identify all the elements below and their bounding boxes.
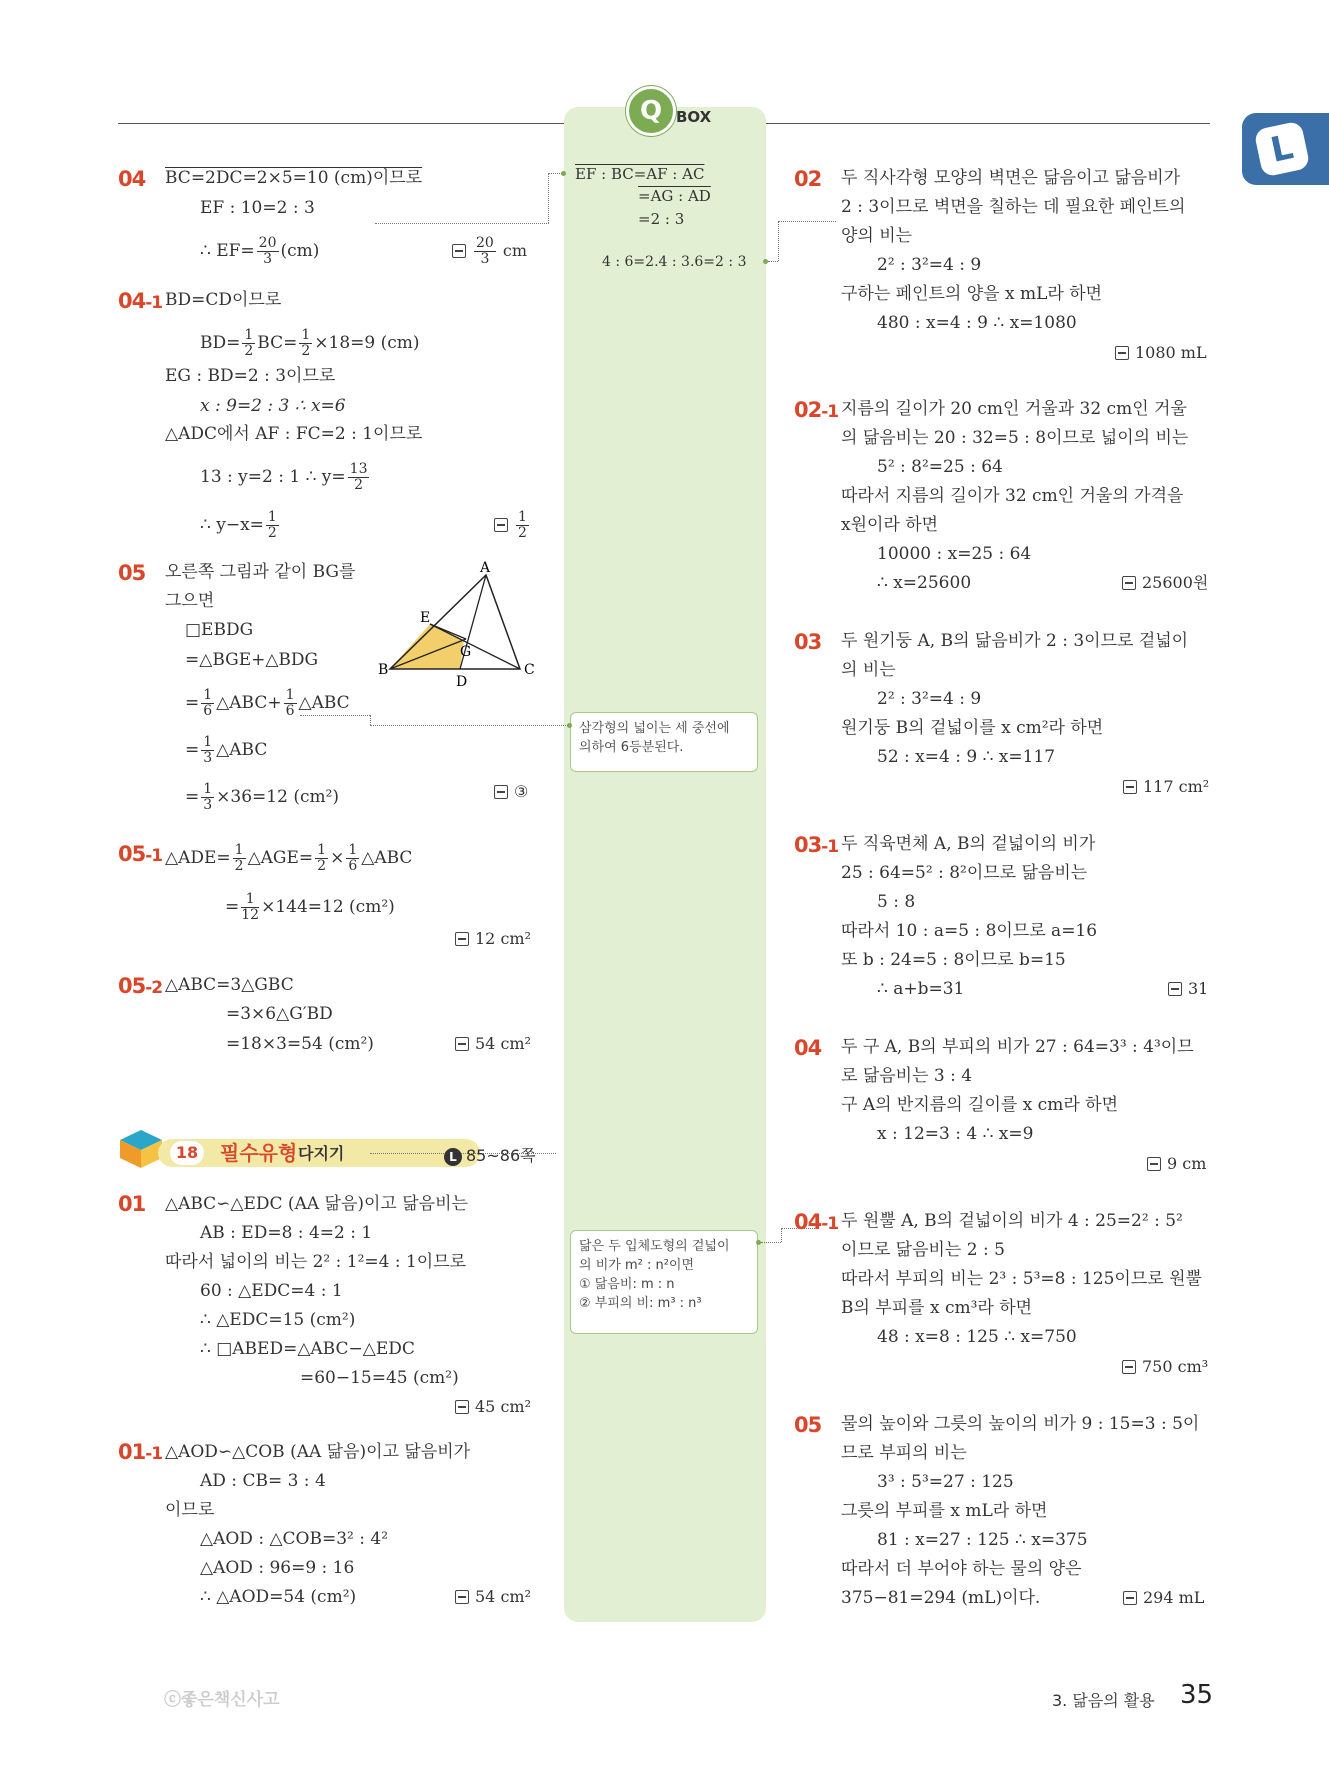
fraction: $\frac{1}{3}$ (203, 781, 213, 813)
problem-number: 04 (794, 1036, 822, 1060)
fraction: $\frac{1}{2}$ (267, 509, 277, 541)
text: (cm) (280, 241, 320, 261)
solution-line: 48 : x=8 : 125 ∴ x=750 (877, 1327, 1077, 1347)
solution-line: x : 12=3 : 4 ∴ x=9 (877, 1124, 1034, 1144)
answer: 750 cm³ (1122, 1357, 1208, 1377)
solution-line: ∴ x=25600 (877, 573, 972, 593)
answer-icon (452, 244, 466, 258)
answer: 1080 mL (1115, 343, 1207, 363)
label-a: A (480, 560, 491, 576)
solution-line: EF : 10=2 : 3 (200, 198, 315, 218)
leader-line (768, 261, 778, 262)
solution-line: x원이라 하면 (841, 515, 939, 535)
section-subtitle: 다지기 (298, 1144, 345, 1163)
solution-line: 양의 비는 (841, 226, 913, 246)
fraction: $\frac{1}{6}$ (203, 687, 213, 719)
solution-line: 두 직사각형 모양의 벽면은 닮음이고 닮음비가 (841, 168, 1181, 188)
qbox-badge: Q (626, 86, 676, 136)
answer-icon (1115, 346, 1129, 360)
solution-line: 2² : 3²=4 : 9 (877, 689, 982, 709)
fraction: $\frac{1}{6}$ (348, 842, 358, 874)
solution-line: 10000 : x=25 : 64 (877, 544, 1032, 564)
page-ref-text: 85~86쪽 (466, 1146, 536, 1165)
solution-line: 그릇의 부피를 x mL라 하면 (841, 1501, 1048, 1521)
solution-line: =3×6△G′BD (226, 1004, 333, 1024)
fraction: $\frac{1}{12}$ (241, 891, 260, 923)
answer (494, 510, 531, 541)
leader-line (778, 221, 779, 261)
qbox-line: EF : BC=AF : AC (575, 165, 705, 183)
solution-line: △AOD : 96=9 : 16 (200, 1558, 355, 1578)
solution-line: =18×3=54 (cm²) (226, 1034, 374, 1054)
solution-line: 두 구 A, B의 부피의 비가 27 : 64=3³ : 4³이므 (841, 1037, 1194, 1057)
note-line: ② 부피의 비: m³ : n³ (579, 1296, 702, 1311)
fraction: $\frac{13}{2}$ (349, 461, 368, 493)
note-line: 삼각형의 넓이는 세 중선에 (579, 721, 730, 736)
problem-number: 04-1 (118, 289, 163, 313)
note-line: 의하여 6등분된다. (579, 740, 684, 755)
answer: ③ (494, 782, 528, 802)
answer: 45 cm² (455, 1397, 531, 1417)
solution-line: 물의 높이와 그릇의 높이의 비가 9 : 15=3 : 5이 (841, 1414, 1200, 1434)
answer-icon (494, 785, 508, 799)
answer: 54 cm² (455, 1034, 531, 1054)
solution-line: ∴ □ABED=△ABC−△EDC (200, 1339, 415, 1359)
solution-line: △AOD∽△COB (AA 닮음)이고 닮음비가 (165, 1442, 471, 1462)
solution-line: 5² : 8²=25 : 64 (877, 457, 1003, 477)
solution-line: 이므로 (165, 1500, 215, 1520)
note-line: ① 닮음비: m : n (579, 1277, 675, 1292)
leader-line (548, 173, 562, 174)
solution-line: 므로 부피의 비는 (841, 1443, 967, 1463)
formula: BC=2DC=2×5=10 (cm)이므로 (165, 168, 423, 188)
solution-line: 의 닮음비는 20 : 32=5 : 8이므로 넓이의 비는 (841, 428, 1189, 448)
solution-line: 구 A의 반지름의 길이를 x cm라 하면 (841, 1095, 1118, 1115)
qbox-note (570, 712, 758, 772)
solution-line: B의 부피를 x cm³라 하면 (841, 1298, 1033, 1318)
solution-line: ∴ △AOD=54 (cm²) (200, 1587, 357, 1607)
solution-line: △ABC∽△EDC (AA 닮음)이고 닮음비는 (165, 1194, 468, 1214)
fraction: $\frac{20}{3}$ (476, 235, 494, 267)
solution-line: 구하는 페인트의 양을 x mL라 하면 (841, 284, 1103, 304)
answer-icon (1123, 780, 1137, 794)
answer-icon (1147, 1157, 1161, 1171)
solution-line: 로 닮음비는 3 : 4 (841, 1066, 973, 1086)
problem-number: 02-1 (794, 398, 839, 422)
solution-line: = $\frac{1}{3}$ ×36=12 (cm²) (185, 781, 340, 813)
chapter-title: 3. 닮음의 활용 (1052, 1691, 1155, 1710)
problem-number: 05-1 (118, 842, 163, 866)
label-b: B (378, 662, 389, 678)
answer-icon (455, 932, 469, 946)
leader-line (370, 725, 568, 726)
solution-line: 480 : x=4 : 9 ∴ x=1080 (877, 313, 1077, 333)
problem-number: 02 (794, 167, 822, 191)
leader-line (761, 1242, 781, 1243)
answer: 31 (1168, 979, 1208, 999)
section-number: 18 (170, 1141, 204, 1165)
solution-line: 또 b : 24=5 : 8이므로 b=15 (841, 950, 1066, 970)
answer-icon (1122, 1360, 1136, 1374)
problem-number: 04-1 (794, 1210, 839, 1234)
problem-number: 04 (118, 167, 146, 191)
solution-line: = $\frac{1}{12}$ ×144=12 (cm²) (225, 891, 395, 923)
answer: 25600원 (1122, 573, 1208, 593)
label-d: D (456, 674, 468, 690)
leader-line (781, 1228, 782, 1242)
solution-line: 따라서 넓이의 비는 2² : 1²=4 : 1이므로 (165, 1252, 467, 1272)
solution-line: △ADE= $\frac{1}{2}$ △AGE= $\frac{1}{2}$ × $\frac{1}{6}$ △ABC (165, 842, 413, 874)
answer-icon (1123, 1591, 1137, 1605)
publisher-logo: ⓒ좋은책신사고 (164, 1690, 280, 1710)
leader-line (778, 221, 836, 222)
solution-line: 60 : △EDC=4 : 1 (200, 1281, 343, 1301)
solution-line: 5 : 8 (877, 892, 916, 912)
answer-icon (1122, 576, 1136, 590)
solution-line: ∴ △EDC=15 (cm²) (200, 1310, 356, 1330)
cube-icon (118, 1128, 164, 1170)
fraction: $\frac{20}{3}$ (258, 235, 277, 267)
answer-icon (455, 1400, 469, 1414)
solution-line: △AOD : △COB=3² : 4² (200, 1529, 389, 1549)
level-tab-icon: L (1254, 121, 1311, 178)
fraction: $\frac{1}{2}$ (518, 509, 527, 541)
qbox-line: =2 : 3 (638, 210, 685, 228)
solution-line: =60−15=45 (cm²) (300, 1368, 459, 1388)
solution-line: ∴ a+b=31 (877, 979, 965, 999)
label-e: E (420, 610, 431, 626)
leader-line (370, 715, 371, 725)
solution-line: 3³ : 5³=27 : 125 (877, 1472, 1014, 1492)
problem-number: 05-2 (118, 974, 163, 998)
qbox-line: 4 : 6=2.4 : 3.6=2 : 3 (602, 254, 747, 270)
solution-line: = $\frac{1}{3}$ △ABC (185, 734, 268, 766)
level-tab (1242, 113, 1329, 185)
solution-line: 원기둥 B의 겉넓이를 x cm²라 하면 (841, 718, 1104, 738)
book-l-icon: L (444, 1148, 462, 1166)
solution-line: AD : CB= 3 : 4 (200, 1471, 326, 1491)
solution-line: ∴ y−x= $\frac{1}{2}$ (200, 509, 277, 541)
text: ∴ EF= (200, 241, 255, 261)
solution-line: 의 비는 (841, 660, 896, 680)
solution-line: 81 : x=27 : 125 ∴ x=375 (877, 1530, 1088, 1550)
problem-number: 05 (118, 561, 146, 585)
solution-line: 따라서 더 부어야 하는 물의 양은 (841, 1559, 1082, 1579)
solution-line: =△BGE+△BDG (185, 650, 319, 670)
problem-number: 03 (794, 630, 822, 654)
solution-line: 두 원기둥 A, B의 닮음비가 2 : 3이므로 겉넓이 (841, 631, 1189, 651)
fraction: $\frac{1}{6}$ (285, 687, 295, 719)
section-title: 필수유형 (220, 1141, 298, 1165)
answer-icon (1168, 982, 1182, 996)
problem-number: 01 (118, 1192, 146, 1216)
solution-line: x : 9=2 : 3 ∴ x=6 (200, 396, 346, 416)
answer-icon (494, 518, 508, 532)
solution-line (165, 168, 422, 188)
fraction: $\frac{1}{3}$ (203, 734, 213, 766)
answer: $\frac{20}{3}$ cm (452, 236, 527, 267)
solution-line: 13 : y=2 : 1 ∴ y= $\frac{13}{2}$ (200, 461, 368, 493)
fraction: $\frac{1}{2}$ (301, 327, 311, 359)
solution-line: 두 원뿔 A, B의 겉넓이의 비가 4 : 25=2² : 5² (841, 1211, 1183, 1231)
qbox-column (564, 107, 766, 1622)
solution-line: 2 : 3이므로 벽면을 칠하는 데 필요한 페인트의 (841, 197, 1186, 217)
problem-number: 03-1 (794, 833, 839, 857)
label-c: C (524, 662, 535, 678)
solution-line: 그으면 (165, 591, 215, 611)
answer: 9 cm (1147, 1154, 1206, 1174)
page-number: 35 (1180, 1680, 1214, 1710)
solution-line: 25 : 64=5² : 8²이므로 닮음비는 (841, 863, 1088, 883)
answer-icon (455, 1037, 469, 1051)
problem-number: 05 (794, 1413, 822, 1437)
answer: 294 mL (1123, 1588, 1204, 1608)
answer: 117 cm² (1123, 777, 1209, 797)
answer: 12 cm² (455, 929, 531, 949)
solution-line: 이므로 닮음비는 2 : 5 (841, 1240, 1005, 1260)
fraction: $\frac{1}{2}$ (234, 842, 244, 874)
shaded-region (390, 624, 464, 669)
solution-line: EG : BD=2 : 3이므로 (165, 366, 336, 386)
solution-line: BD=CD이므로 (165, 290, 282, 310)
triangle-figure (378, 560, 540, 690)
leader-line (300, 715, 370, 716)
solution-line: 지름의 길이가 20 cm인 거울과 32 cm인 거울 (841, 399, 1187, 419)
note-line: 의 비가 m² : n²이면 (579, 1258, 695, 1273)
solution-line: 따라서 부피의 비는 2³ : 5³=8 : 125이므로 원뿔 (841, 1269, 1202, 1289)
problem-number: 01-1 (118, 1440, 163, 1464)
solution-line: 오른쪽 그림과 같이 BG를 (165, 562, 356, 582)
fraction: $\frac{1}{2}$ (244, 327, 254, 359)
solution-line: △ABC=3△GBC (165, 975, 294, 995)
solution-line: 52 : x=4 : 9 ∴ x=117 (877, 747, 1056, 767)
solution-line: 따라서 지름의 길이가 32 cm인 거울의 가격을 (841, 486, 1184, 506)
solution-line: AB : ED=8 : 4=2 : 1 (200, 1223, 373, 1243)
page-ref (444, 1143, 536, 1166)
answer: 54 cm² (455, 1587, 531, 1607)
qbox-label: BOX (676, 108, 712, 126)
leader-line (375, 223, 549, 224)
note-line: 닮은 두 입체도형의 겉넓이 (579, 1239, 730, 1254)
answer-icon (455, 1590, 469, 1604)
solution-line: 따라서 10 : a=5 : 8이므로 a=16 (841, 921, 1098, 941)
fraction: $\frac{1}{2}$ (317, 842, 327, 874)
solution-line: 두 직육면체 A, B의 겉넓이의 비가 (841, 834, 1096, 854)
solution-line: △ADC에서 AF : FC=2 : 1이므로 (165, 424, 423, 444)
label-g: G (460, 644, 472, 660)
solution-line: 375−81=294 (mL)이다. (841, 1588, 1041, 1608)
solution-line: = $\frac{1}{6}$ △ABC+ $\frac{1}{6}$ △ABC (185, 687, 350, 719)
leader-line (548, 173, 549, 223)
solution-line (200, 236, 319, 267)
qbox-line: =AG : AD (638, 187, 711, 205)
solution-line: □EBDG (185, 620, 254, 640)
solution-line: 2² : 3²=4 : 9 (877, 255, 982, 275)
solution-line: BD= $\frac{1}{2}$ BC= $\frac{1}{2}$ ×18=9 (cm) (200, 327, 420, 359)
qbox-note (570, 1230, 758, 1334)
